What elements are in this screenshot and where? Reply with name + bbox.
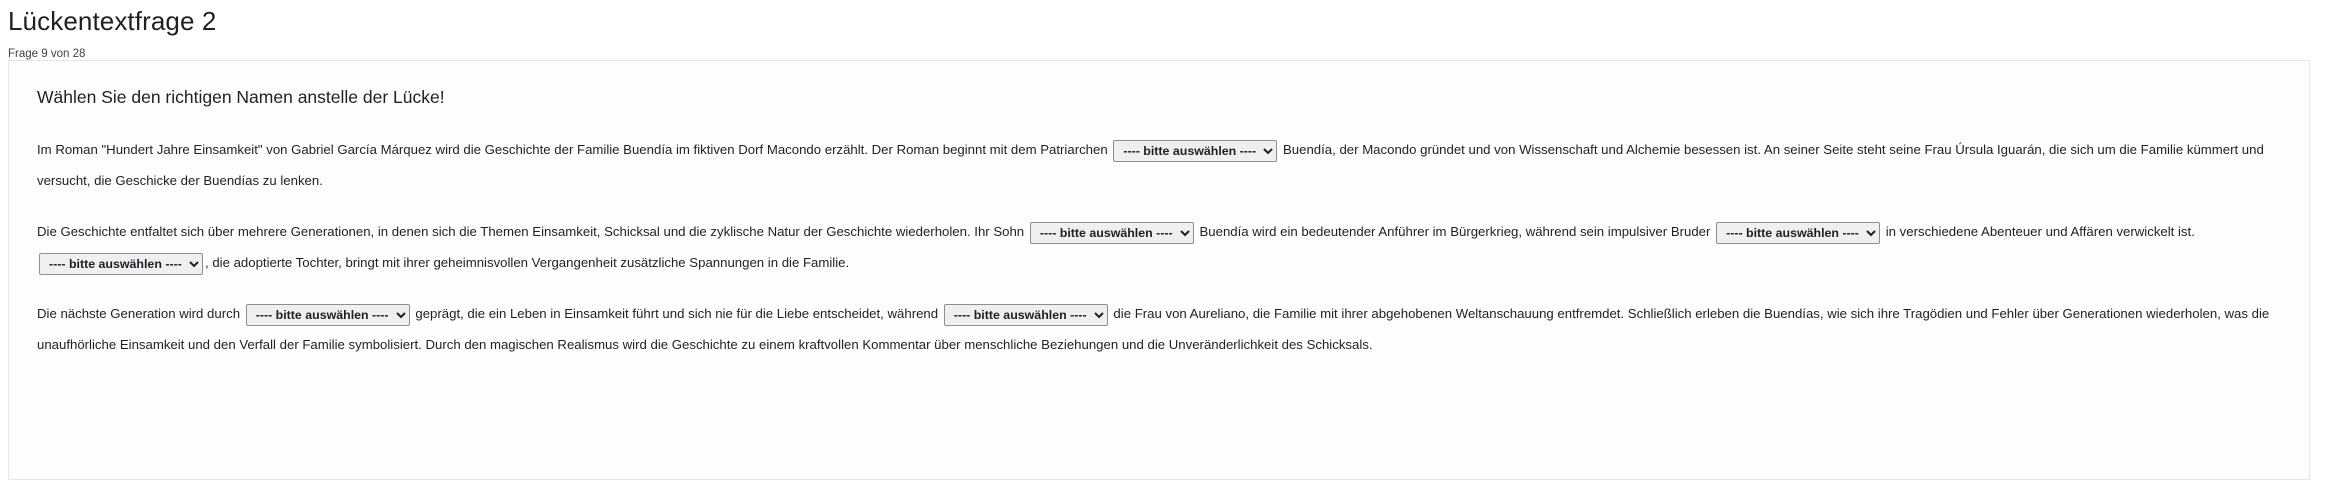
- cloze-text-run: Buendía, der Macondo gründet und von Wissenschaft und Alchemie besessen ist. An seiner Seite steht seine Frau Úrsula Iguarán, die sich um die Familie kümmert und versucht, die Geschicke der Buendías zu lenken.: [37, 142, 2264, 188]
- cloze-paragraph: [37, 298, 2281, 360]
- cloze-text-run: geprägt, die ein Leben in Einsamkeit führt und sich nie für die Liebe entscheidet, während: [411, 306, 942, 321]
- cloze-text-run: die Frau von Aureliano, die Familie mit ihrer abgehobenen Weltanschauung entfremdet. Schließlich erleben die Buendías, wie sich ihre Tragödien und Fehler über Generationen wiederholen, was die unaufhörliche Einsamkeit und den Verfall der Familie symbolisiert. Durch den magischen Realismus wird die Geschichte zu einem kraftvollen Kommentar über menschliche Beziehungen und die Unveränderlichkeit des Schicksals.: [37, 306, 2270, 352]
- cloze-gap-3-select[interactable]: [1716, 222, 1880, 244]
- cloze-gap-6-select[interactable]: [944, 304, 1108, 326]
- cloze-text-run: Die nächste Generation wird durch: [37, 306, 244, 321]
- cloze-paragraph: [37, 134, 2281, 196]
- question-card-body: [9, 61, 2309, 360]
- cloze-paragraph: [37, 216, 2281, 278]
- cloze-text-run: Die Geschichte entfaltet sich über mehrere Generationen, in denen sich die Themen Einsamkeit, Schicksal und die zyklische Natur der Geschichte wiederholen. Ihr Sohn: [37, 224, 1028, 239]
- cloze-text-run: Buendía wird ein bedeutender Anführer im Bürgerkrieg, während sein impulsiver Bruder: [1195, 224, 1715, 239]
- cloze-text-run: in verschiedene Abenteuer und Affären verwickelt ist.: [1882, 224, 2195, 239]
- question-prompt: Wählen Sie den richtigen Namen anstelle der Lücke!: [37, 87, 445, 107]
- cloze-text-run: Im Roman "Hundert Jahre Einsamkeit" von Gabriel García Márquez wird die Geschichte der Familie Buendía im fiktiven Dorf Macondo erzählt. Der Roman beginnt mit dem Patriarchen: [37, 142, 1112, 157]
- question-card: [8, 60, 2310, 480]
- cloze-text-run: , die adoptierte Tochter, bringt mit ihrer geheimnisvollen Vergangenheit zusätzliche Spannungen in die Familie.: [205, 255, 850, 270]
- question-index: Frage 9 von 28: [8, 48, 86, 60]
- cloze-gap-1-select[interactable]: [1113, 140, 1277, 162]
- cloze-gap-5-select[interactable]: [246, 304, 410, 326]
- cloze-text: [37, 134, 2281, 360]
- cloze-gap-2-select[interactable]: [1030, 222, 1194, 244]
- page-title: Lückentextfrage 2: [8, 6, 217, 36]
- cloze-gap-4-select[interactable]: [39, 253, 203, 275]
